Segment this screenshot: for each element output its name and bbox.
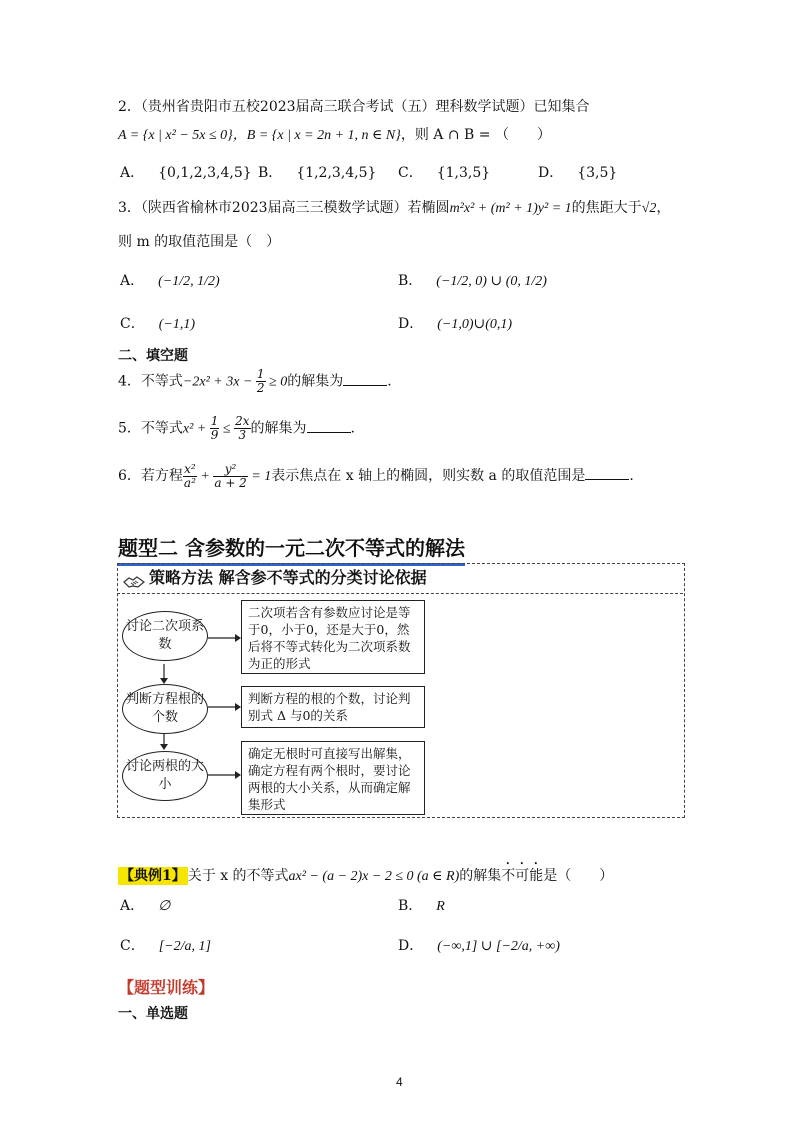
q3-line2: 则 m 的取值范围是（ ） <box>118 234 281 250</box>
flow-step-2: 判断方程根的个数 <box>122 684 208 734</box>
answer-blank[interactable] <box>585 479 629 480</box>
example-tag: 【典例1】 <box>120 868 186 884</box>
flow-step-3: 讨论两根的大小 <box>122 751 208 801</box>
q3-option-a[interactable]: A． (−1/2, 1/2) <box>120 273 220 289</box>
q4: 4．不等式−2x² + 3x − $\frac{1}{2}$ ≥ 0的解集为 . <box>118 367 392 395</box>
q3-option-b[interactable]: B． (−1/2, 0) ∪ (0, 1/2) <box>398 273 547 289</box>
set-b: ，B = {x | x = 2n + 1, n ∈ N} <box>232 128 401 143</box>
answer-blank[interactable] <box>343 385 387 386</box>
q2-option-b[interactable]: B． {1,2,3,4,5} <box>258 165 377 181</box>
q5: 5．不等式x² + $\frac{1}{9}$ ≤ $\frac{2x}{3}$ 的解集为 . <box>118 414 355 442</box>
q6: 6．若方程 $\frac{\text{x²}}{\text{a²}}$ + $\frac{\text{y²}}{a + 2}$ = 1表示焦点在 x 轴上的椭圆，则实数 a 的取值范围是 . <box>118 461 634 490</box>
q2-line1: 2．（贵州省贵阳市五校2023届高三联合考试（五）理科数学试题）已知集合 <box>118 99 590 115</box>
section-fill-in: 二、填空题 <box>118 348 188 364</box>
q2-option-c[interactable]: C． {1,3,5} <box>398 165 491 181</box>
example-option-b[interactable]: B． R <box>398 898 445 914</box>
example-option-d[interactable]: D． (−∞,1] ∪ [−2/a, +∞) <box>398 938 560 954</box>
q2-option-a[interactable]: A． {0,1,2,3,4,5} <box>120 165 252 181</box>
answer-blank[interactable] <box>307 432 351 433</box>
q3-line1: 3．（陕西省榆林市2023届高三三模数学试题）若椭圆m²x² + (m² + 1)y² = 1的焦距大于√2， <box>118 200 671 216</box>
section-single-choice: 一、单选题 <box>118 1006 188 1022</box>
emphasis-text: 不可能 <box>501 868 544 884</box>
page-number: 4 <box>396 1075 403 1089</box>
q2-option-d[interactable]: D． {3,5} <box>538 165 618 181</box>
flow-note-1: 二次项若含有参数应讨论是等于0，小于0，还是大于0，然后将不等式转化为二次项系数为正的形式 <box>241 600 425 674</box>
q3-option-d[interactable]: D． (−1,0)∪(0,1) <box>398 316 513 332</box>
flow-note-2: 判断方程的根的个数，讨论判别式 Δ 与0的关系 <box>241 686 425 728</box>
flow-step-1: 讨论二次项系数 <box>122 611 208 661</box>
training-heading: 【题型训练】 <box>118 978 215 997</box>
q3-option-c[interactable]: C． (−1,1) <box>120 316 195 332</box>
example-option-a[interactable]: A． ∅ <box>120 898 171 914</box>
flow-note-3: 确定无根时可直接写出解集，确定方程有两个根时，要讨论两根的大小关系，从而确定解集形式 <box>241 741 425 815</box>
example-1: 【典例1】 关于 x 的不等式ax² − (a − 2)x − 2 ≤ 0 (a ∈ R)的解集不可能是（ ） <box>120 868 614 884</box>
strategy-title: 策略方法 解含参不等式的分类讨论依据 <box>117 563 683 594</box>
example-option-c[interactable]: C． [−2/a, 1] <box>120 938 211 954</box>
q2-line2: A = {x | x² − 5x ≤ 0}，B = {x | x = 2n + 1, n ∈ N}，则 A ∩ B = （ ） <box>118 127 551 143</box>
set-a: A = {x | x² − 5x ≤ 0} <box>118 128 233 143</box>
section-heading: 题型二 含参数的一元二次不等式的解法 <box>118 532 465 566</box>
